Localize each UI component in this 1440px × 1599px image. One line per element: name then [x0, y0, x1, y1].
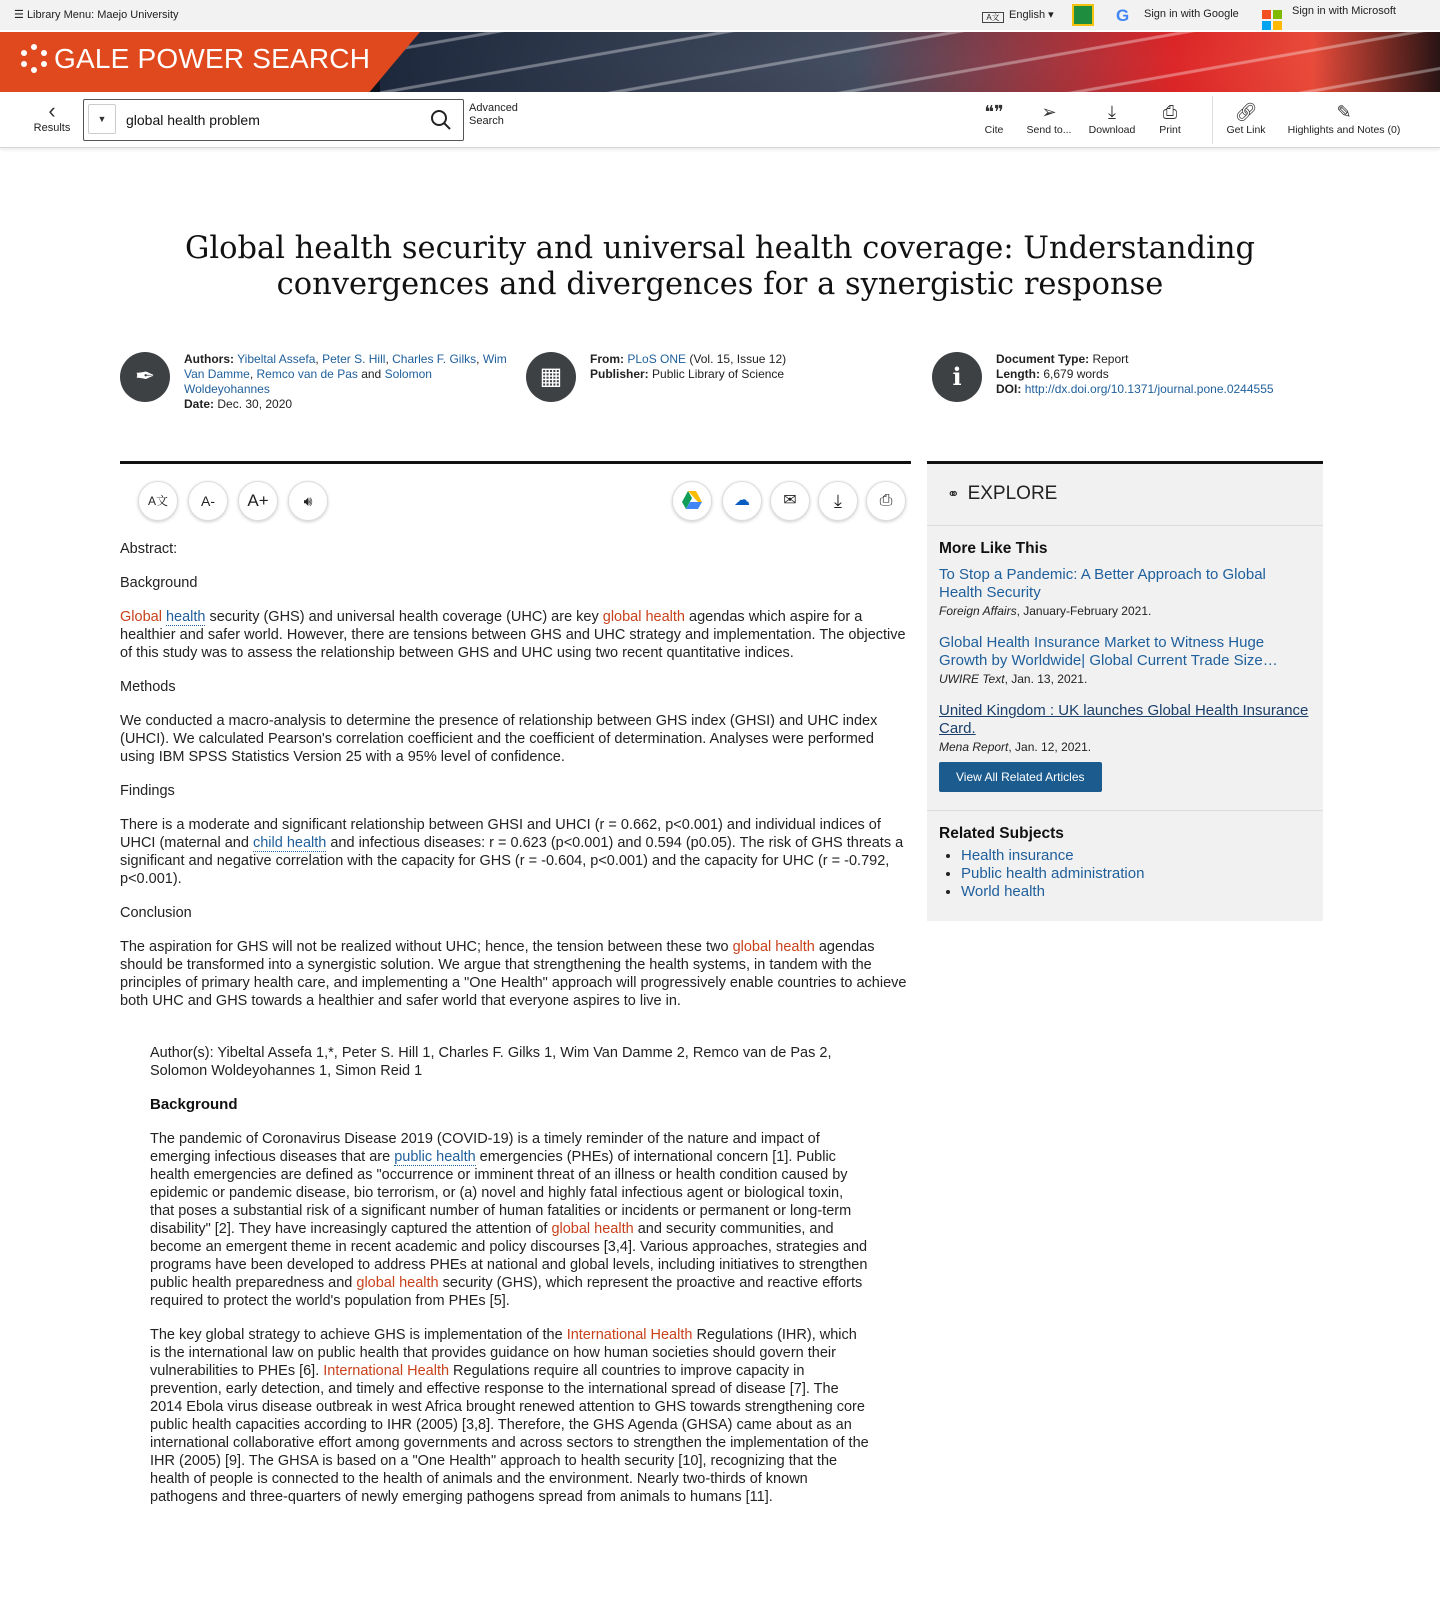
quote-icon: ❝❞ — [984, 102, 1004, 122]
subject-item — [961, 847, 1311, 865]
toolbar-divider — [1212, 96, 1213, 144]
font-decrease-icon: A- — [201, 493, 215, 509]
article-top-rule — [120, 461, 911, 464]
highlight-term[interactable]: global health — [732, 939, 815, 955]
highlights-label: Highlights and Notes (0) — [1287, 124, 1401, 136]
translate-button[interactable] — [138, 481, 178, 521]
gale-logo[interactable] — [18, 42, 370, 75]
printer-icon: ⎙ — [1162, 102, 1178, 122]
increase-font-button[interactable] — [238, 481, 278, 521]
print-button[interactable] — [1152, 100, 1188, 136]
advanced-label-1: Advanced — [469, 102, 518, 114]
top-utility-bar — [0, 0, 1440, 30]
search-input[interactable] — [124, 108, 414, 132]
advanced-label-2: Search — [469, 115, 504, 127]
related-article-source — [939, 672, 1311, 686]
related-subjects-section — [927, 811, 1323, 901]
microsoft-signin[interactable] — [1262, 5, 1396, 30]
source-link[interactable]: PLoS ONE — [627, 352, 687, 366]
article-body — [120, 540, 910, 1522]
highlight-term[interactable]: global health — [551, 1221, 634, 1237]
length-value: 6,679 words — [1043, 367, 1109, 381]
related-subjects-list — [939, 847, 1311, 901]
highlighter-icon: ✎ — [1336, 102, 1352, 122]
search-toolbar — [0, 92, 1440, 148]
author-link[interactable]: Charles F. Gilks — [392, 352, 477, 366]
related-article — [939, 634, 1311, 686]
printer-icon: ⎙ — [879, 492, 893, 509]
download-icon: ⤓ — [834, 491, 842, 511]
back-label: Results — [33, 122, 71, 134]
download-icon: ⤓ — [1108, 102, 1116, 122]
google-icon: G — [1116, 6, 1130, 25]
speaker-icon: 🔊︎ — [303, 493, 313, 509]
article-title: Global health security and universal health coverage: Understanding convergences and divergences for a synergistic response — [185, 231, 1255, 302]
doi-link[interactable]: http://dx.doi.org/10.1371/journal.pone.0244555 — [1024, 382, 1274, 396]
highlights-notes-button[interactable] — [1282, 100, 1406, 136]
google-signin-label: Sign in with Google — [1144, 8, 1239, 20]
explore-panel — [927, 461, 1323, 921]
language-label: English — [1009, 9, 1046, 21]
source-name: Foreign Affairs — [939, 604, 1017, 618]
source-name: UWIRE Text — [939, 672, 1005, 686]
subject-item — [961, 865, 1311, 883]
author-link[interactable]: Wim Van Damme — [184, 352, 507, 381]
building-icon: ▦ — [526, 352, 576, 402]
language-selector[interactable] — [982, 8, 1054, 23]
send-to-button[interactable] — [1022, 100, 1076, 136]
print-article-button[interactable] — [866, 481, 906, 521]
highlight-term[interactable]: global health — [356, 1275, 439, 1291]
microsoft-icon — [1262, 10, 1282, 30]
full-text — [150, 1044, 870, 1506]
send-to-label: Send to... — [1026, 124, 1072, 136]
google-drive-button[interactable] — [672, 481, 712, 521]
print-label: Print — [1159, 124, 1181, 136]
get-link-button[interactable] — [1222, 100, 1270, 136]
publisher-label: Publisher: — [590, 367, 649, 381]
author-link[interactable]: Yibeltal Assefa — [237, 352, 316, 366]
doctype-value: Report — [1092, 352, 1129, 366]
cite-button[interactable] — [977, 100, 1011, 136]
menu-icon: ☰ — [14, 9, 24, 21]
source-date: , Jan. 13, 2021. — [1004, 672, 1088, 686]
related-article-link[interactable]: To Stop a Pandemic: A Better Approach to Global Health Security — [939, 566, 1266, 601]
info-icon: i — [932, 352, 982, 402]
highlight-term[interactable]: International Health — [323, 1363, 450, 1379]
date-label: Date: — [184, 397, 215, 411]
explore-title: EXPLORE — [967, 483, 1058, 504]
document-info-block — [996, 352, 1336, 397]
term-link[interactable]: public health — [394, 1149, 476, 1165]
from-label: From: — [590, 352, 624, 366]
source-block — [590, 352, 890, 382]
related-subjects-heading: Related Subjects — [939, 825, 1064, 842]
related-article-link[interactable]: United Kingdom : UK launches Global Health Insurance Card. — [939, 702, 1309, 737]
download-label: Download — [1088, 124, 1136, 136]
source-date: , Jan. 12, 2021. — [1008, 740, 1092, 754]
highlight-term[interactable]: International Health — [566, 1327, 693, 1343]
related-article — [939, 702, 1311, 754]
search-box — [83, 99, 464, 141]
pen-icon: ✒ — [120, 352, 170, 402]
library-menu-label: Library Menu: Maejo University — [26, 9, 179, 21]
explore-header — [927, 464, 1323, 526]
back-to-results-button[interactable] — [30, 100, 74, 134]
abstract-paragraph: Global health security (GHS) and universal health coverage (UHC) are key global health agendas which aspire for a healthier and safer world. However, there are tensions between GHS and UHC strategy and implementation. The objective of this study was to assess the relationship between GHS and UHC using two recent quantitative indices. — [120, 609, 906, 661]
abstract-paragraph: We conducted a macro-analysis to determine the presence of relationship between GHS index (GHSI) and UHC index (UHCI). We calculated Pearson's correlation coefficient and the coefficient of determination. Analyses were performed using IBM SPSS Statistics Version 25 with a 95% level of confidence. — [120, 713, 878, 765]
get-link-label: Get Link — [1226, 124, 1266, 136]
article-date: Dec. 30, 2020 — [217, 397, 293, 411]
section-heading-background: Background — [120, 575, 198, 591]
download-button[interactable] — [1082, 100, 1142, 136]
caret-down-icon: ▾ — [1048, 9, 1054, 21]
library-menu[interactable] — [14, 8, 179, 21]
subject-link[interactable]: World health — [961, 883, 1045, 900]
google-drive-icon — [681, 490, 703, 510]
chevron-left-icon: ‹ — [48, 98, 56, 123]
logo-text: GALE POWER SEARCH — [54, 43, 371, 74]
related-article-source — [939, 740, 1311, 754]
section-heading-findings: Findings — [120, 783, 175, 799]
paper-plane-icon: ➢ — [1041, 102, 1057, 122]
download-article-button[interactable] — [818, 481, 858, 521]
author-link[interactable]: Remco van de Pas — [256, 367, 358, 381]
source-date: , January-February 2021. — [1016, 604, 1152, 618]
fulltext-paragraph: The key global strategy to achieve GHS is implementation of the International Health Regulations (IHR), which is the international law on public health that provides guidance on how human societies should govern their vulnerabilities to PHEs [6]. International Health Regulations require all countries to improve capacity in prevention, early detection, and timely and effective response to the international spread of disease [7]. The 2014 Ebola virus disease outbreak in west Africa brought renewed attention to GHS towards strengthening core public health capacities according to IHR (2005) [3,8]. Therefore, the GHS Agenda (GHSA) came about as an international collaborative effort among governments and across sectors to strengthen the implementation of the IHR (2005) [9]. The GHSA is based on a "One Health" approach to health security [10], recognizing that the health of people is connected to the health of animals and the environment. Nearly two-thirds of known pathogens and three-quarters of newly emerging pathogens spread from animals to humans [11]. — [150, 1327, 869, 1505]
advanced-search-link[interactable] — [469, 102, 518, 128]
search-icon[interactable] — [431, 108, 451, 132]
email-button[interactable] — [770, 481, 810, 521]
subject-link[interactable]: Health insurance — [961, 847, 1074, 864]
view-all-related-button[interactable]: View All Related Articles — [939, 762, 1102, 792]
decrease-font-button[interactable] — [188, 481, 228, 521]
fulltext-heading-background: Background — [150, 1096, 238, 1113]
more-like-this-heading: More Like This — [939, 540, 1048, 557]
microsoft-signin-label: Sign in with Microsoft — [1292, 5, 1396, 17]
banner-background-image — [380, 32, 1440, 92]
section-heading-conclusion: Conclusion — [120, 905, 192, 921]
term-link[interactable]: health — [165, 609, 206, 625]
source-name: Mena Report — [939, 740, 1009, 754]
doi-label: DOI: — [996, 382, 1022, 396]
header-banner — [0, 32, 1440, 92]
author-link[interactable]: Solomon Woldeyohannes — [184, 367, 432, 396]
authors-block: Authors: Yibeltal Assefa, Peter S. Hill, Charles F. Gilks, Wim Van Damme, Remco van de Pas and Solomon Woldeyohannes Date: Dec. 30, 2020 — [184, 352, 507, 411]
publisher-name: Public Library of Science — [652, 367, 785, 381]
cloud-icon: ☁ — [734, 492, 750, 509]
authors-label: Authors: — [184, 352, 234, 366]
font-increase-icon: A+ — [247, 491, 269, 510]
highlight-term[interactable]: Global — [120, 609, 162, 625]
length-label: Length: — [996, 367, 1040, 381]
abstract-heading: Abstract: — [120, 541, 178, 557]
related-article-link[interactable]: Global Health Insurance Market to Witness Huge Growth by Worldwide| Global Current Trade Size… — [939, 634, 1278, 669]
cite-label: Cite — [984, 124, 1004, 136]
subject-item — [961, 883, 1311, 901]
abstract-paragraph: The aspiration for GHS will not be realized without UHC; hence, the tension between these two global health agendas should be transformed into a synergistic solution. We argue that strengthening the health systems, in tandem with the principles of primary health care, and implementing a "One Health" approach will progressively enable countries to achieve both UHC and GHS towards a healthier and safer world that everyone aspires to live in. — [120, 939, 907, 1009]
doctype-label: Document Type: — [996, 352, 1090, 366]
source-volume: (Vol. 15, Issue 12) — [689, 352, 787, 366]
link-icon: 🔗︎ — [1234, 102, 1258, 122]
term-link[interactable]: child health — [252, 835, 327, 851]
abstract-paragraph: There is a moderate and significant relationship between GHSI and UHCI (r = 0.662, p<0.001) and individual indices of UHCI (maternal and child health and infectious diseases: r = 0.623 (p<0.001) and 0.594 (p0.05). The risk of GHS threats a significant and negative correlation with the capacity for GHS (r = -0.604, p<0.001) and the capacity for UHC (r = -0.792, p<0.001). — [120, 817, 904, 887]
related-article — [939, 566, 1311, 618]
google-signin[interactable] — [1116, 6, 1239, 26]
author-affiliations: Author(s): Yibeltal Assefa 1,*, Peter S. Hill 1, Charles F. Gilks 1, Wim Van Damme 2, Remco van de Pas 2, Solomon Woldeyohannes 1, Simon Reid 1 — [150, 1045, 832, 1079]
envelope-icon: ✉ — [783, 492, 797, 509]
translate-icon: A文 — [147, 494, 168, 508]
subject-link[interactable]: Public health administration — [961, 865, 1145, 882]
onedrive-button[interactable] — [722, 481, 762, 521]
translate-icon: A文 — [982, 12, 1004, 23]
binoculars-icon: ⚭ — [947, 486, 960, 503]
fulltext-paragraph: The pandemic of Coronavirus Disease 2019 (COVID-19) is a timely reminder of the nature and impact of emerging infectious diseases that are public health emergencies (PHEs) of international concern [1]. Public health emergencies are defined as "occurrence or imminent threat of an illness or health condition caused by epidemic or pandemic disease, bio terrorism, or (a) novel and highly fatal infectious agent or biological toxin, that poses a substantial risk of a significant number of human fatalities or incidents or permanent or long-term disability" [2]. They have increasingly captured the attention of global health and security communities, and become an emergent theme in recent academic and policy discourses [3,4]. Various approaches, strategies and programs have been developed to address PHEs at national and global levels, including initiatives to strengthen public health preparedness and global health security (GHS), which represent the proactive and reactive efforts required to protect the world's population from PHEs [5]. — [150, 1131, 868, 1309]
author-link[interactable]: Peter S. Hill — [322, 352, 386, 366]
gale-logo-icon — [18, 42, 50, 74]
search-scope-dropdown[interactable]: ▼ — [88, 104, 116, 134]
more-like-this-section — [927, 526, 1323, 792]
section-heading-methods: Methods — [120, 679, 176, 695]
related-article-source — [939, 604, 1311, 618]
google-classroom-icon[interactable] — [1072, 4, 1094, 26]
highlight-term[interactable]: global health — [602, 609, 686, 625]
listen-button[interactable] — [288, 481, 328, 521]
